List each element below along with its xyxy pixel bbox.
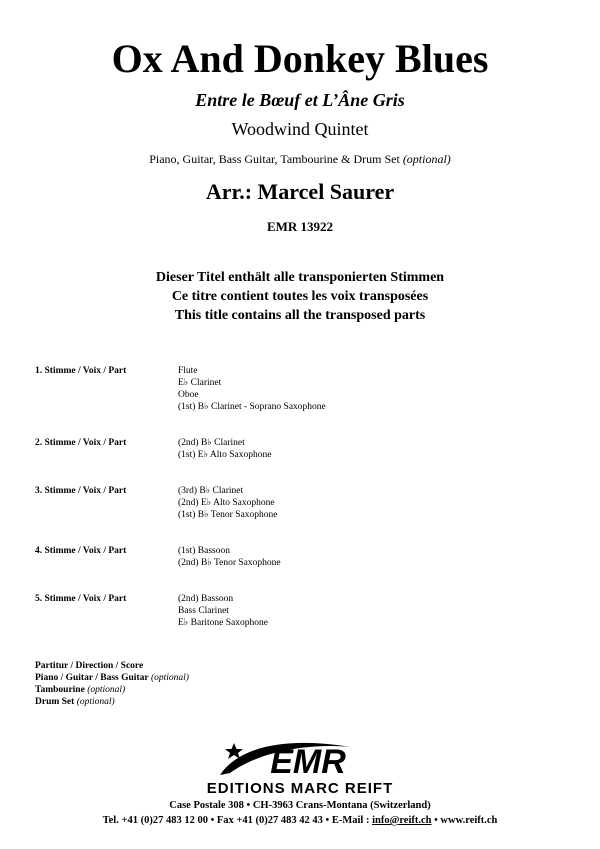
contact-phone-fax: Tel. +41 (0)27 483 12 00 • Fax +41 (0)27 483 42 43 • E-Mail : — [102, 815, 373, 826]
instrument: (1st) B♭ Tenor Saxophone — [178, 510, 278, 520]
part-instruments — [178, 485, 277, 521]
instrument: (1st) B♭ Clarinet - Soprano Saxophone — [178, 402, 326, 412]
ensemble: Woodwind Quintet — [231, 119, 369, 139]
website[interactable]: • www.reift.ch — [431, 815, 498, 826]
extra-note: (optional) — [76, 697, 115, 707]
instrument: Oboe — [178, 390, 199, 400]
part-label: 1. Stimme / Voix / Part — [35, 366, 127, 376]
instrument: (1st) Bassoon — [178, 546, 230, 556]
notice-line-fr: Ce titre contient toutes les voix transposées — [171, 289, 429, 304]
transposed-parts-notice — [0, 268, 600, 325]
logo-emr-text: EMR — [270, 743, 346, 781]
part-label: 2. Stimme / Voix / Part — [35, 438, 127, 448]
accompaniment-text: Piano, Guitar, Bass Guitar, Tambourine & Drum Set — [149, 152, 400, 166]
additional-parts — [35, 660, 189, 708]
instrument: (3rd) B♭ Clarinet — [178, 486, 244, 496]
extra-label: Partitur / Direction / Score — [35, 661, 144, 671]
extra-label: Tambourine — [35, 685, 85, 695]
publisher-logo — [200, 735, 400, 797]
extra-note: (optional) — [87, 685, 126, 695]
catalog-number: EMR 13922 — [266, 219, 334, 234]
publisher-contact — [0, 814, 600, 827]
extra-note: (optional) — [150, 673, 189, 683]
instrument: (2nd) B♭ Clarinet — [178, 438, 245, 448]
notice-line-en: This title contains all the transposed parts — [174, 308, 426, 323]
instrument: (2nd) B♭ Tenor Saxophone — [178, 558, 281, 568]
extra-item — [35, 672, 189, 684]
part-instruments — [178, 437, 271, 461]
notice-line-de: Dieser Titel enthält alle transponierten Stimmen — [155, 270, 445, 285]
instrument: E♭ Clarinet — [178, 378, 222, 388]
instrument: (1st) E♭ Alto Saxophone — [178, 450, 272, 460]
part-label: 5. Stimme / Voix / Part — [35, 594, 127, 604]
publisher-name: EDITIONS MARC REIFT — [206, 780, 394, 797]
extra-label: Piano / Guitar / Bass Guitar — [35, 673, 149, 683]
instrument: Flute — [178, 366, 198, 376]
extra-label: Drum Set — [35, 697, 75, 707]
part-instruments — [178, 593, 268, 629]
part-label: 3. Stimme / Voix / Part — [35, 486, 127, 496]
extra-item — [35, 660, 189, 672]
arranger: Arr.: Marcel Saurer — [205, 179, 395, 204]
part-instruments — [178, 365, 326, 413]
extra-item — [35, 684, 189, 696]
instrument: (2nd) Bassoon — [178, 594, 234, 604]
title: Ox And Donkey Blues — [111, 36, 489, 81]
part-instruments — [178, 545, 281, 569]
instrument: Bass Clarinet — [178, 606, 229, 616]
instrument: E♭ Baritone Saxophone — [178, 618, 268, 628]
accompaniment-line — [0, 152, 600, 167]
part-label: 4. Stimme / Voix / Part — [35, 546, 127, 556]
extra-item — [35, 696, 189, 708]
publisher-address: Case Postale 308 • CH-3963 Crans-Montana (Switzerland) — [169, 800, 431, 811]
email-link[interactable]: info@reift.ch — [372, 815, 432, 826]
instrument: (2nd) E♭ Alto Saxophone — [178, 498, 275, 508]
accompaniment-note: (optional) — [402, 152, 451, 166]
subtitle: Entre le Bœuf et L’Âne Gris — [195, 90, 405, 110]
